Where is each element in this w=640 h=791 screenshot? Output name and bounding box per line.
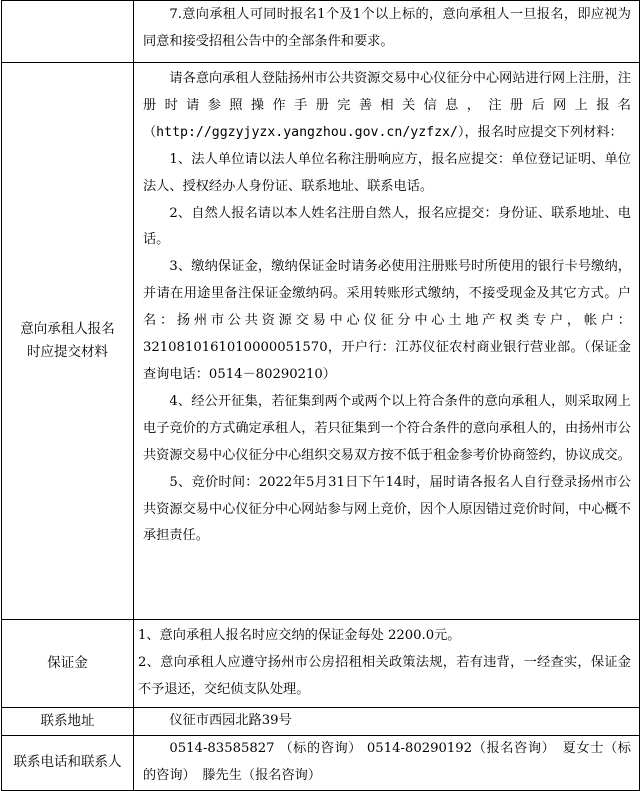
- materials-item-3: 3、缴纳保证金，缴纳保证金时请务必使用注册账号时所使用的银行卡号缴纳，并请在用途里备注保证金缴纳码。采用转账形式缴纳，不接受现金及其它方式。户名：扬州市公共资源交易中心仪征分中心土地产权类专户，帐户：3210810161010000051570，开户行：江苏仪征农村商业银行营业部。（保证金查询电话：0514－80290210）: [143, 259, 631, 382]
- row-label-empty: [2, 1, 134, 63]
- materials-item-4: 4、经公开征集，若征集到两个或两个以上符合条件的意向承租人，则采取网上电子竞价的方式确定承租人，若只征集到一个符合条件的意向承租人的，由扬州市公共资源交易中心仪征分中心组织交易双方按不低于租金参考价协商签约，协议成交。: [143, 393, 631, 463]
- materials-item-5: 5、竞价时间：2022年5月31日下午14时，届时请各报名人自行登录扬州市公共资源交易中心仪征分中心网站参与网上竞价，因个人原因错过竞价时间，中心概不承担责任。: [143, 474, 631, 544]
- row-content-terms: [134, 1, 640, 63]
- intro-suffix: ，报名时应提交下列材料：: [464, 124, 623, 140]
- address-label: 联系地址: [2, 707, 134, 735]
- deposit-label: 保证金: [2, 620, 134, 708]
- table-row: [2, 620, 640, 708]
- deposit-item-1: 1、意向承租人报名时应交纳的保证金每处 2200.0元。: [138, 628, 461, 643]
- paragraph-terms: 7.意向承租人可同时报名1个及1个以上标的，意向承租人一旦报名，即应视为同意和接受招租公告中的全部条件和要求。: [143, 7, 631, 49]
- deposit-content: [134, 620, 640, 708]
- contact-content: [134, 735, 640, 790]
- materials-intro: [143, 66, 631, 147]
- materials-content: [134, 63, 640, 620]
- address-value: 仪征市西园北路39号: [169, 712, 292, 728]
- website-link[interactable]: （http://ggzyjyzx.yangzhou.gov.cn/yzfzx/）: [143, 124, 465, 140]
- table-row: [2, 1, 640, 63]
- table-row: [2, 707, 640, 735]
- materials-item-1: 1、法人单位请以法人单位名称注册响应方，报名应提交：单位登记证明、单位法人、授权经办人身份证、联系地址、联系电话。: [143, 151, 631, 194]
- address-content: [134, 707, 640, 735]
- materials-item-2: 2、自然人报名请以本人姓名注册自然人，报名应提交：身份证、联系地址、电话。: [143, 205, 631, 248]
- deposit-item-2: 2、意向承租人应遵守扬州市公房招租相关政策法规，若有违背，一经查实，保证金不予退还，交纪侦支队处理。: [138, 654, 631, 697]
- table-row: [2, 735, 640, 790]
- contact-value: 0514-83585827 （标的咨询） 0514-80290192（报名咨询） 夏女士（标的咨询） 滕先生（报名咨询）: [143, 740, 631, 783]
- notice-table: [1, 0, 640, 791]
- intro-text: 请各意向承租人登陆扬州市公共资源交易中心仪征分中心网站进行网上注册，注册时请参照操作手册完善相关信息，注册后网上报名: [143, 71, 631, 113]
- table-row: [2, 63, 640, 620]
- contact-label: 联系电话和联系人: [2, 735, 134, 790]
- materials-label: 意向承租人报名时应提交材料: [2, 63, 134, 620]
